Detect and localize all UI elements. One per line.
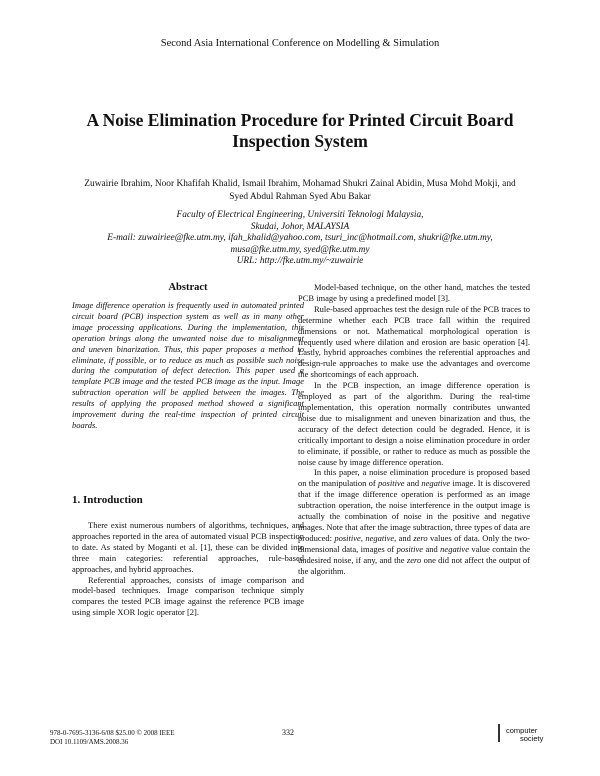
title-line-2: Inspection System [232,131,368,151]
text-run: values of data. Only the two-dimensional data, images of [298,532,530,554]
right-paragraph-3: In the PCB inspection, an image difference operation is employed as part of the algorithm. During the real-time implementation, this operation normally contributes unwanted noise due to misalignment and uneven binarization and thus, the accuracy of the defect detection could be degraded. Hence, it is critically important to design a noise elimination procedure in order to eliminate, if possible, or rather to reduce as much as possible the noise cause by image difference operation. [298,380,530,467]
text-run: and [423,543,441,554]
paper-title [60,110,540,152]
title-line-1: A Noise Elimination Procedure for Printed Circuit Board [86,110,514,130]
text-run: one did not affect the output of the algorithm. [298,554,531,576]
affiliation-url: URL: http://fke.utm.my/~zuwairie [236,256,364,266]
term-negative: negative [421,478,451,489]
affiliation-line-2: Skudai, Johor, MALAYSIA [250,221,350,232]
term-positive: positive [396,543,424,554]
text-run: , [360,532,366,543]
right-paragraph-2: Rule-based approaches test the design rule of the PCB traces to determine whether each PCB trace fall within the required dimensions or not. Mathematical morphological operation is frequently used where dilation and erosion are basic operation [4]. Lastly, hybrid approaches combines the referential approaches and design-rule approaches to make use the advantages and overcome the shortcomings of each approach. [298,303,530,380]
footer-isbn: 978-0-7695-3136-6/08 $25.00 © 2008 IEEE [50,729,175,737]
right-paragraph-1: Model-based technique, on the other hand, matches the tested PCB image by using a predefined model [3]. [298,282,530,303]
intro-paragraph-1: There exist numerous numbers of algorithms, techniques, and approaches reported in the area of automated visual PCB inspection to date. As stated by Moganti et al. [1], these can be divided into three main categories: referential approaches, rule-based approaches, and hybrid approaches. [72,520,304,574]
text-run: , and [394,532,414,543]
affiliation-line-1: Faculty of Electrical Engineering, Universiti Teknologi Malaysia, [176,210,424,220]
footer-doi: DOI 10.1109/AMS.2008.36 [50,738,129,746]
introduction-body [72,520,304,618]
logo-line-2: society [520,734,544,743]
text-run: and [404,478,422,489]
right-column-body [298,282,530,576]
abstract-heading: Abstract [168,282,208,293]
logo-mark-icon [498,724,505,742]
abstract-body [72,300,304,431]
intro-paragraph-2: Referential approaches, consists of image comparison and model-based techniques. Image comparison technique simply compares the tested PCB image against the reference PCB image using simple XOR logic operator [2]. [72,574,304,618]
page-number: 332 [282,728,294,737]
affiliation [40,210,560,268]
authors-line-1: Zuwairie Ibrahim, Noor Khafifah Khalid, Ismail Ibrahim, Mohamad Shukri Zainal Abidin, Musa Mohd Mokji, and [84,179,516,189]
term-negative: negative [440,543,469,554]
term-positive: positive [334,532,361,543]
affiliation-email-1: E-mail: zuwairiee@fke.utm.my, ifah_khalid@yahoo.com, tsuri_inc@hotmail.com, shukri@fke.utm.my, [107,233,493,243]
affiliation-email-2: musa@fke.utm.my, syed@fke.utm.my [230,244,370,255]
abstract-text: Image difference operation is frequently used in automated printed circuit board (PCB) inspection system as well as in many other image processing applications. During the implementation, this operation brings along the unwanted noise due to misalignment and uneven binarization. Thus, this paper proposes a method to eliminate, if possible, or to reduce as much as possible such noise during the computation of defect detection. This paper used a template PCB image and the tested PCB image as the input. Image subtraction operation will be applied between the images. The results of applying the proposed method showed a significant improvement during the real-time inspection of printed circuit boards. [72,300,304,430]
right-paragraph-4 [298,467,530,576]
text-run: image. It is discovered that if the image difference operation is performed as an image subtraction operation, the noise interference in the output image is actually the combination of noise in the positive and negative images. Note that after the image subtraction, three types of data are produced: [298,478,531,543]
logo-text [506,727,543,743]
conference-header: Second Asia International Conference on Modelling & Simulation [160,38,440,49]
computer-society-logo [498,720,558,748]
author-list [60,178,540,203]
authors-line-2: Syed Abdul Rahman Syed Abu Bakar [229,191,371,202]
term-positive: positive [378,478,405,489]
section-heading-introduction: 1. Introduction [72,494,143,506]
term-zero: zero [413,532,428,543]
logo-line-1: computer [506,726,538,735]
text-run: value contain the undesired noise, if any, and the [298,543,530,565]
text-run: In this paper, a noise elimination procedure is proposed based on the manipulation of [298,467,530,489]
term-zero: zero [406,554,422,565]
term-negative: negative [365,532,395,543]
footer-copyright [50,729,175,747]
